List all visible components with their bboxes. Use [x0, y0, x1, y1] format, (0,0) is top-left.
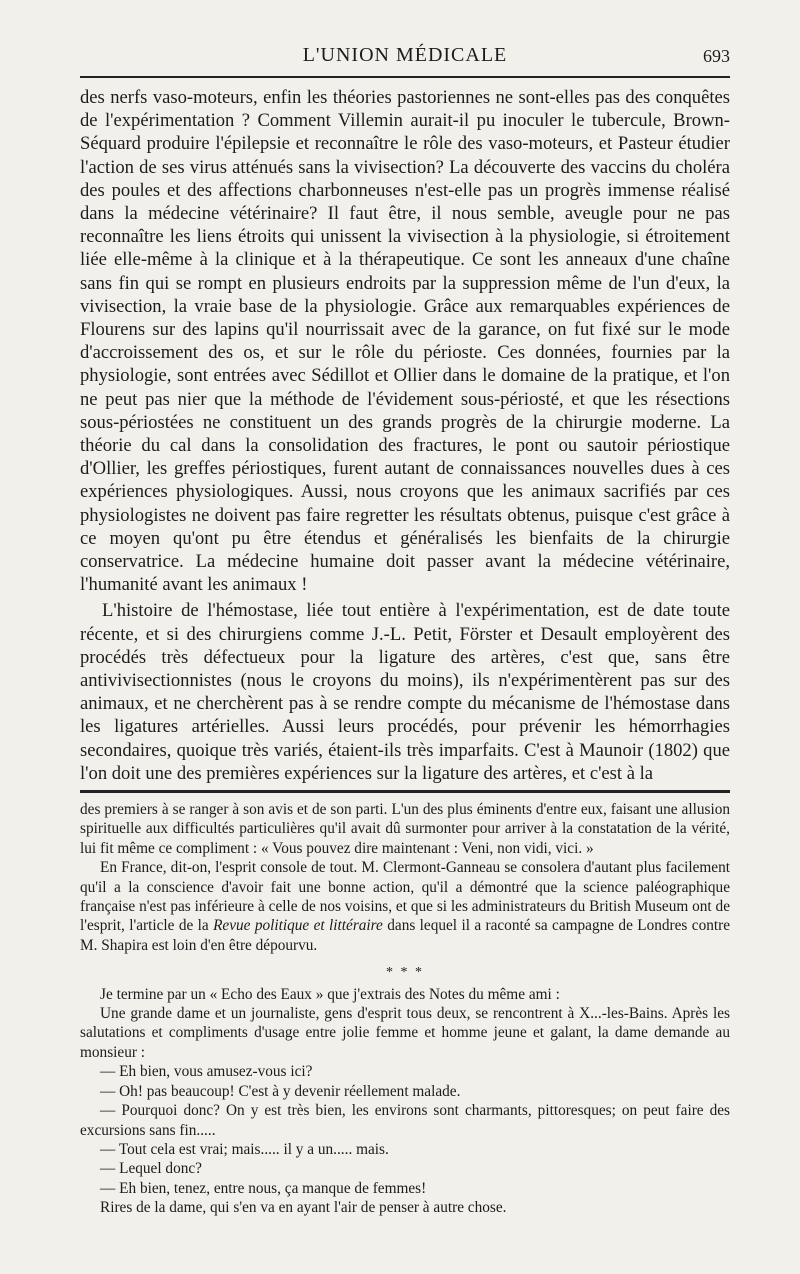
dialogue-line: — Lequel donc? — [100, 1160, 202, 1178]
feuilleton-paragraph — [80, 858, 730, 955]
feuilleton-rule — [80, 790, 730, 793]
dialogue-line: — Eh bien, tenez, entre nous, ça manque de femmes! — [100, 1179, 427, 1197]
dialogue-line: — Eh bien, vous amusez-vous ici? — [100, 1063, 313, 1081]
journal-title: L'UNION MÉDICALE — [302, 44, 508, 66]
dialogue-line: Rires de la dame, qui s'en va en ayant l'air de penser à autre chose. — [100, 1199, 507, 1217]
review-title: Revue politique et littéraire — [213, 917, 383, 935]
page-number: 693 — [703, 46, 730, 66]
feuilleton-paragraph: Une grande dame et un journaliste, gens d'esprit tous deux, se rencontrent à X...-les-Bains. Après les salutations et compliments d'usage entre jolie femme et homme jeune et galant, la dame demande au monsieur : — [80, 1005, 730, 1061]
feuilleton-text: dans lequel il a raconté sa campagne de Londres contre M. Shapira est loin d'en être dépourvu. — [80, 917, 730, 954]
section-separator: * * * — [386, 965, 424, 981]
running-header — [80, 38, 730, 78]
feuilleton-paragraph: des premiers à se ranger à son avis et de son parti. L'un des plus éminents d'entre eux, faisant une allusion spirituelle aux difficultés particulières qu'il avait dû surmonter pour arriver à la constatation de la vérité, lui fit même ce compliment : « Vous pouvez dire maintenant : Veni, non vidi, vici. » — [80, 801, 730, 857]
article-paragraph: L'histoire de l'hémostase, liée tout entière à l'expérimentation, est de date toute récente, et si des chirurgiens comme J.-L. Petit, Förster et Desault employèrent des procédés très défectueux pour la ligature des artères, c'est que, sans être antivivisectionnistes (nous le croyons du moins), ils n'expérimentèrent pas sur des animaux, et ne cherchèrent pas à se rendre compte du mécanisme de l'hémostase dans les ligatures artérielles. Aussi leurs procédés, pour prévenir les hémorrhagies secondaires, quoique très variés, étaient-ils très imparfaits. C'est à Maunoir (1802) que l'on doit une des premières expériences sur la ligature des artères, et c'est à la — [80, 600, 730, 784]
feuilleton-text: En France, dit-on, l'esprit console de tout. M. Clermont-Ganneau se consolera d'autant plus facilement qu'il a la conscience d'avoir fait une bonne action, qu'il a démontré que la science paléographique française n'est pas inférieure à celle de nos voisins, et que si les administrateurs du British Museum ont de l'esprit, l'article de la — [80, 859, 730, 935]
dialogue — [80, 1062, 730, 1217]
feuilleton-paragraph: Je termine par un « Echo des Eaux » que j'extrais des Notes du même ami : — [100, 985, 560, 1003]
header-rule — [80, 76, 730, 78]
dialogue-line: — Tout cela est vrai; mais..... il y a un..... mais. — [100, 1140, 389, 1158]
feuilleton — [80, 800, 730, 1218]
dialogue-line: — Oh! pas beaucoup! C'est à y devenir réellement malade. — [100, 1082, 461, 1100]
main-article — [80, 86, 730, 785]
dialogue-line: — Pourquoi donc? On y est très bien, les environs sont charmants, pittoresques; on peut faire des excursions sans fin..... — [80, 1102, 730, 1139]
article-paragraph: des nerfs vaso-moteurs, enfin les théories pastoriennes ne sont-elles pas des conquêtes de l'expérimentation ? Comment Villemin aurait-il pu inoculer le tubercule, Brown-Séquard produire l'épilepsie et reconnaître le rôle des vaso-moteurs, et Pasteur étudier l'action de ses virus atténués sans la vivisection? La découverte des vaccins du choléra des poules et des affections charbonneuses n'est-elle pas un progrès immense réalisé dans la médecine vétérinaire? Il faut être, il nous semble, aveugle pour ne pas reconnaître les liens étroits qui unissent la vivisection à la physiologie, si étroitement liée elle-même à la clinique et à la thérapeutique. Ce sont les anneaux d'une chaîne sans fin qui se rompt en plusieurs endroits par la suppression même de l'un d'eux, la vivisection, la vraie base de la physiologie. Grâce aux remarquables expériences de Flourens sur des lapins qu'il nourrissait avec de la garance, on fut fixé sur le mode d'accroissement des os, et sur le rôle du périoste. Ces données, fournies par la physiologie, sont entrées avec Sédillot et Ollier dans le domaine de la pratique, et l'on ne peut pas nier que la méthode de l'évidement sous-périosté, et que les résections sous-périostées ne constituent un des grands progrès de la chirurgie moderne. La théorie du cal dans la consolidation des fractures, le pont ou sautoir périostique d'Ollier, les greffes périostiques, furent autant de connaissances nouvelles dues à ces expériences physiologiques. Aussi, nous croyons que les animaux sacrifiés par ces physiologistes ne doivent pas faire regretter les résultats obtenus, puisque c'est grâce à ce moyen qu'ont pu être étendus et généralisés les bienfaits de la chirurgie conservatrice. La médecine humaine doit passer avant la médecine vétérinaire, l'humanité avant les animaux ! — [80, 87, 730, 596]
